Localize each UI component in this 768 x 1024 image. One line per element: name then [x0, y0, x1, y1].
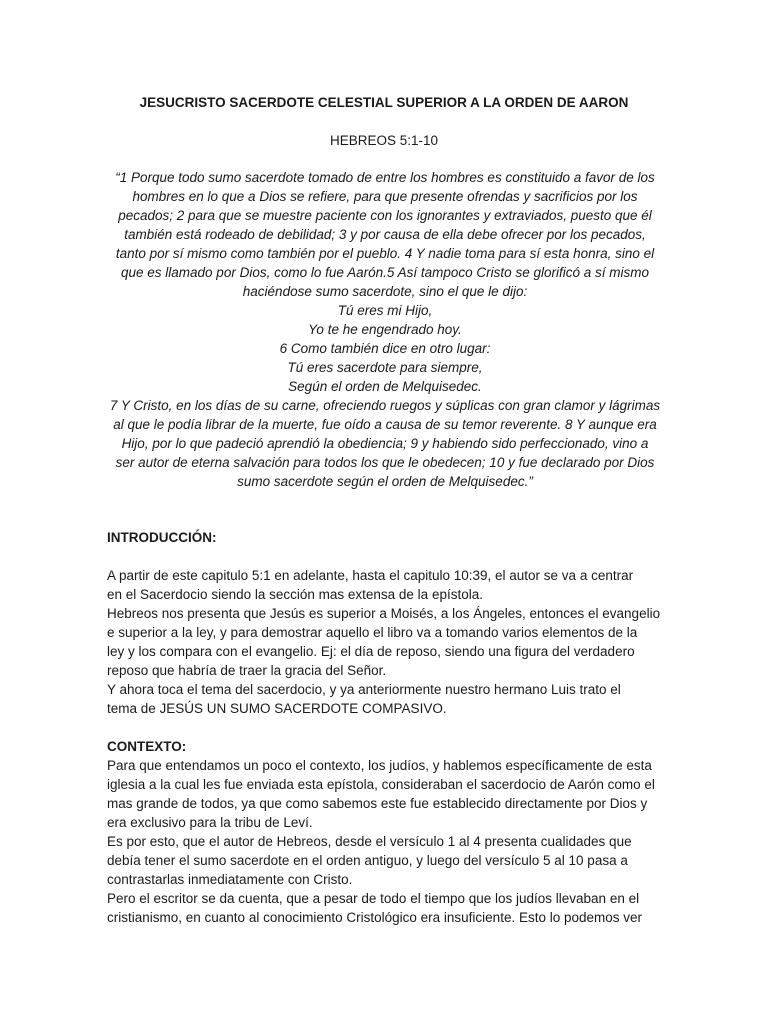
paragraph-line: tema de JESÚS UN SUMO SACERDOTE COMPASIVO. — [107, 701, 447, 716]
paragraph-line: Hebreos nos presenta que Jesús es superior a Moisés, a los Ángeles, entonces el evangelio — [107, 606, 661, 621]
introduction-body — [107, 566, 667, 718]
paragraph-line: era exclusivo para la tribu de Leví. — [107, 815, 313, 830]
context-heading: CONTEXTO: — [107, 739, 187, 754]
quote-line: Tú eres sacerdote para siempre, — [287, 360, 483, 375]
paragraph-line: Es por esto, que el autor de Hebreos, desde el versículo 1 al 4 presenta cualidades que — [107, 834, 632, 849]
paragraph-line: mas grande de todos, ya que como sabemos este fue establecido directamente por Dios y — [107, 796, 648, 811]
paragraph-line: A partir de este capitulo 5:1 en adelante, hasta el capitulo 10:39, el autor se va a centrar — [107, 568, 634, 583]
paragraph-line: iglesia a la cual les fue enviada esta epístola, consideraban el sacerdocio de Aarón como el — [107, 777, 655, 792]
scripture-reference: HEBREOS 5:1-10 — [329, 133, 439, 148]
quote-line: ser autor de eterna salvación para todos los que le obedecen; 10 y fue declarado por Dios — [115, 455, 655, 470]
quote-line: también está rodeado de debilidad; 3 y por causa de ella debe ofrecer por los pecados, — [124, 227, 646, 242]
paragraph-line: cristianismo, en cuanto al conocimiento Cristológico era insuficiente. Esto lo podemos ver — [107, 910, 643, 925]
quote-line: tanto por sí mismo como también por el pueblo. 4 Y nadie toma para sí esta honra, sino el — [115, 246, 655, 261]
paragraph-line: en el Sacerdocio siendo la sección mas extensa de la epístola. — [107, 587, 483, 602]
quote-line: Tú eres mi Hijo, — [337, 303, 433, 318]
quote-line: Según el orden de Melquisedec. — [288, 379, 482, 394]
quote-line: Yo te he engendrado hoy. — [308, 322, 462, 337]
context-section — [107, 737, 667, 927]
scripture-quote — [104, 168, 666, 491]
paragraph-line: Y ahora toca el tema del sacerdocio, y ya anteriormente nuestro hermano Luis trato el — [107, 682, 621, 697]
quote-line: 7 Y Cristo, en los días de su carne, ofreciendo ruegos y súplicas con gran clamor y lágrimas — [109, 398, 661, 413]
paragraph-line: Para que entendamos un poco el contexto, los judíos, y hablemos específicamente de esta — [107, 758, 652, 773]
document-title: JESUCRISTO SACERDOTE CELESTIAL SUPERIOR A LA ORDEN DE AARON — [139, 95, 629, 110]
quote-line: que es llamado por Dios, como lo fue Aarón.5 Así tampoco Cristo se glorificó a sí mismo — [121, 265, 649, 280]
paragraph-line: ley y los compara con el evangelio. Ej: el día de reposo, siendo una figura del verdadero — [107, 644, 635, 659]
quote-line: “1 Porque todo sumo sacerdote tomado de entre los hombres es constituido a favor de los — [115, 170, 655, 185]
quote-line: al que le podía librar de la muerte, fue oído a causa de su temor reverente. 8 Y aunque era — [113, 417, 657, 432]
quote-line: sumo sacerdote según el orden de Melquisedec.” — [237, 474, 533, 489]
paragraph-line: debía tener el sumo sacerdote en el orden antiguo, y luego del versículo 5 al 10 pasa a — [107, 853, 628, 868]
quote-line: Hijo, por lo que padeció aprendió la obediencia; 9 y habiendo sido perfeccionado, vino a — [121, 436, 649, 451]
paragraph-line: e superior a la ley, y para demostrar aquello el libro va a tomando varios elementos de la — [107, 625, 638, 640]
quote-line: hombres en lo que a Dios se refiere, para que presente ofrendas y sacrificios por los — [132, 189, 638, 204]
paragraph-line: reposo que habría de traer la gracia del Señor. — [107, 663, 387, 678]
quote-line: pecados; 2 para que se muestre paciente con los ignorantes y extraviados, puesto que él — [118, 208, 652, 223]
quote-line: 6 Como también dice en otro lugar: — [279, 341, 491, 356]
paragraph-line: contrastarlas inmediatamente con Cristo. — [107, 872, 353, 887]
paragraph-line: Pero el escritor se da cuenta, que a pesar de todo el tiempo que los judíos llevaban en el — [107, 891, 640, 906]
introduction-heading: INTRODUCCIÓN: — [107, 530, 217, 545]
quote-line: haciéndose sumo sacerdote, sino el que le dijo: — [242, 284, 528, 299]
